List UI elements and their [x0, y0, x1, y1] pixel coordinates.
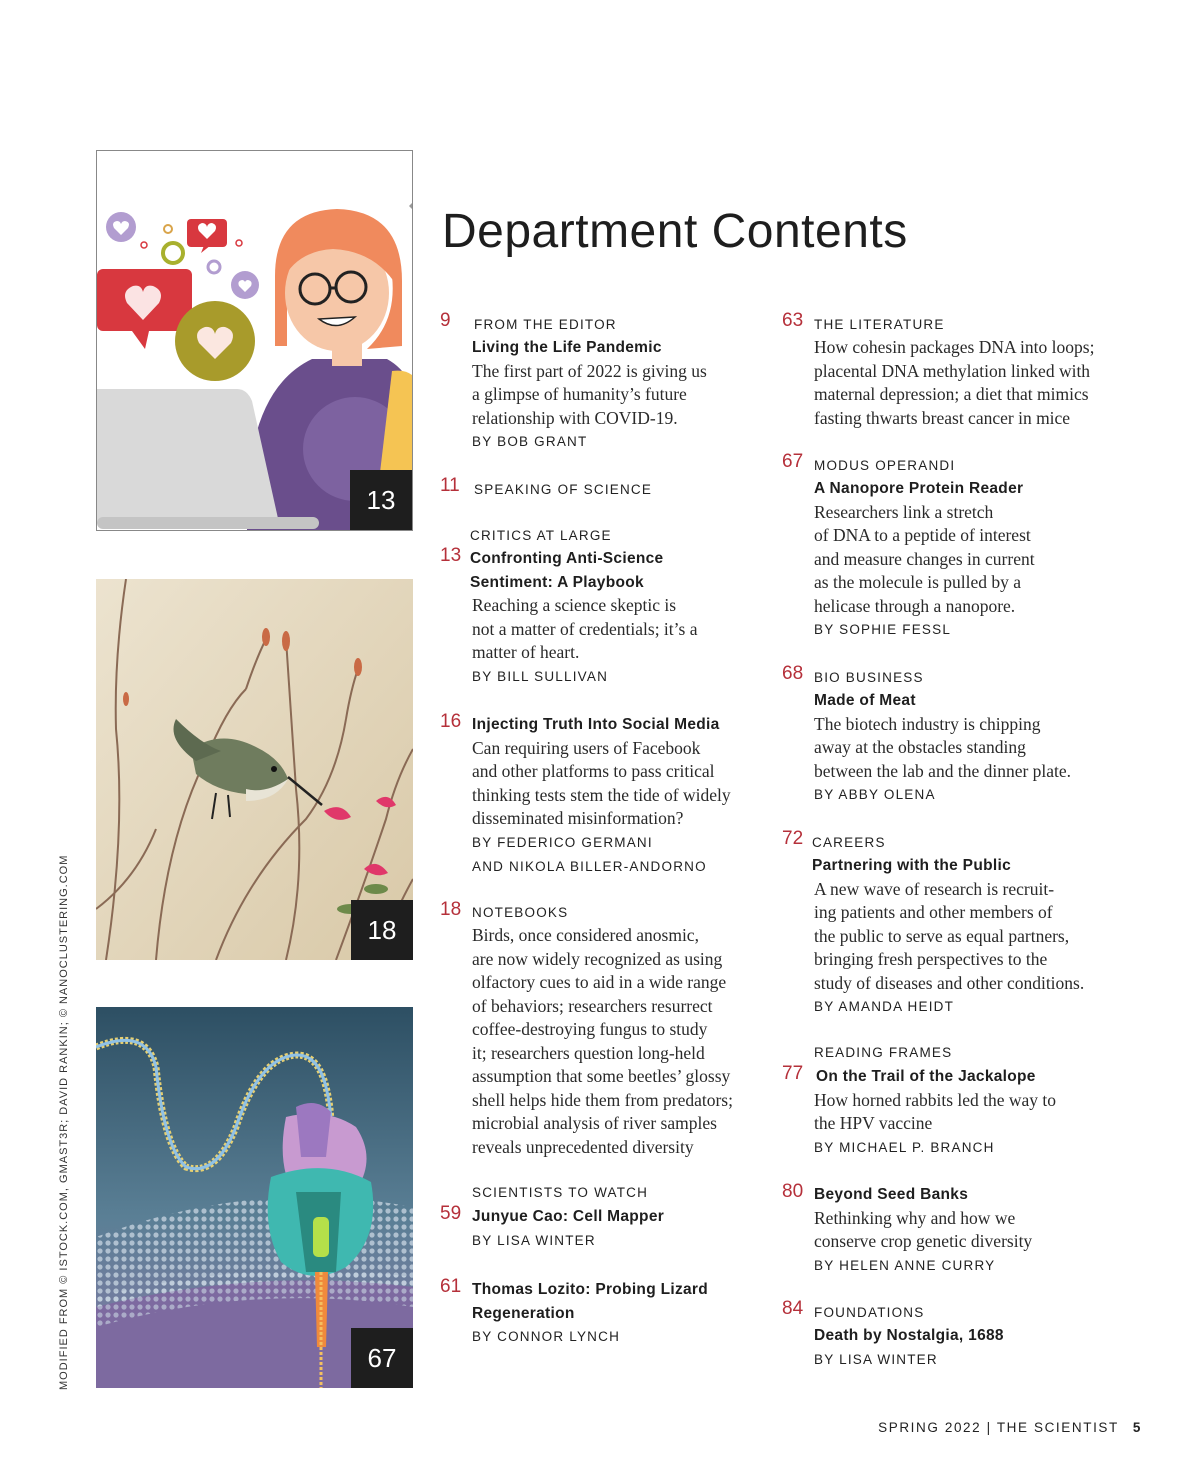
entry-department: CAREERS: [812, 835, 886, 850]
photo-credit: MODIFIED FROM © ISTOCK.COM, GMAST3R; DAVID RANKIN; © NANOCLUSTERING.COM: [58, 854, 70, 1390]
entry-page-number: 16: [440, 711, 462, 732]
page-footer: [878, 1420, 1142, 1435]
entry-headline: Partnering with the Public: [812, 857, 1011, 874]
entry-headline: Beyond Seed Banks: [814, 1186, 969, 1203]
entry-description: Reaching a science skeptic is not a matter of credentials; it’s a matter of heart.: [472, 595, 698, 662]
entry-department: READING FRAMES: [814, 1045, 953, 1060]
entry-byline: BY BILL SULLIVAN: [472, 668, 609, 684]
entry-headline: A Nanopore Protein Reader: [814, 480, 1024, 497]
entry-byline: BY CONNOR LYNCH: [472, 1329, 621, 1344]
entry-department: BIO BUSINESS: [814, 670, 924, 685]
entry-byline: BY AMANDA HEIDT: [814, 999, 955, 1014]
entry-page-number: 63: [782, 310, 804, 331]
footer-issue: SPRING 2022 | THE SCIENTIST: [878, 1420, 1119, 1435]
entry-headline: On the Trail of the Jackalope: [816, 1068, 1036, 1085]
entry-description: Birds, once considered anosmic, are now widely recognized as using olfactory cues to aid in a wide range of behaviors; researchers resurrect coffee-destroying fungus to study it; researchers question long-held assumption that some beetles’ glossy shell helps hide them from predators; microbial analysis of river samples reveals unprecedented diversity: [472, 925, 733, 1157]
entry-description: How horned rabbits led the way to the HPV vaccine: [814, 1089, 1057, 1133]
entry-byline: BY FEDERICO GERMANI AND NIKOLA BILLER-ANDORNO: [472, 834, 707, 874]
entry-page-number: 84: [782, 1298, 804, 1319]
entry-department: THE LITERATURE: [814, 317, 945, 332]
entry-page-number: 68: [782, 663, 804, 684]
entry-description: Rethinking why and how we conserve crop genetic diversity: [814, 1207, 1033, 1251]
entry-page-number: 80: [782, 1181, 804, 1202]
entry-byline: BY SOPHIE FESSL: [814, 622, 952, 637]
photo-illustration-social-media: [96, 150, 413, 531]
entry-description: Researchers link a stretch of DNA to a peptide of interest and measure changes in current as the molecule is pulled by a helicase through a nanopore.: [814, 501, 1035, 616]
entry-description: A new wave of research is recruit- ing patients and other members of the public to serve as equal partners, bringing fresh perspectives to the study of diseases and other conditions.: [814, 878, 1085, 993]
entry-byline: BY BOB GRANT: [472, 434, 588, 449]
photo-page-number: 18: [351, 900, 413, 960]
entry-byline: BY HELEN ANNE CURRY: [814, 1257, 996, 1273]
footer-page-number: 5: [1132, 1420, 1142, 1435]
entry-headline: Injecting Truth Into Social Media: [472, 716, 720, 733]
entry-page-number: 11: [440, 475, 460, 496]
entry-byline: BY LISA WINTER: [814, 1351, 938, 1367]
photo-nanopore-illustration: [96, 1007, 413, 1388]
page-title: Department Contents: [442, 205, 908, 258]
entry-department: FROM THE EDITOR: [474, 317, 617, 332]
entry-page-number: 18: [440, 899, 462, 920]
entry-byline: BY LISA WINTER: [472, 1232, 596, 1248]
entry-page-number: 77: [782, 1063, 804, 1084]
entry-department: SPEAKING OF SCIENCE: [474, 482, 653, 497]
entry-department: SCIENTISTS TO WATCH: [472, 1185, 649, 1200]
entry-department: CRITICS AT LARGE: [470, 528, 612, 543]
entry-description: Can requiring users of Facebook and other platforms to pass critical thinking tests stem the tide of widely disseminated misinformation?: [472, 737, 731, 828]
entry-page-number: 67: [782, 451, 804, 472]
entry-department: FOUNDATIONS: [814, 1305, 925, 1320]
entry-page-number: 72: [782, 828, 804, 849]
entry-page-number: 9: [440, 310, 451, 331]
entry-byline: BY ABBY OLENA: [814, 787, 936, 802]
entry-headline: Junyue Cao: Cell Mapper: [472, 1208, 665, 1225]
entry-page-number: 59: [440, 1203, 462, 1224]
entry-description: The biotech industry is chipping away at the obstacles standing between the lab and the dinner plate.: [814, 713, 1072, 781]
entry-headline: Confronting Anti-Science Sentiment: A Playbook: [470, 550, 664, 591]
entry-page-number: 61: [440, 1276, 462, 1297]
photo-hummingbird: [96, 579, 413, 960]
entry-headline: Death by Nostalgia, 1688: [814, 1327, 1004, 1344]
photo-page-number: 13: [350, 470, 412, 530]
entry-department: NOTEBOOKS: [472, 905, 569, 920]
entry-headline: Made of Meat: [814, 692, 916, 709]
entry-byline: BY MICHAEL P. BRANCH: [814, 1139, 995, 1155]
entry-description: How cohesin packages DNA into loops; placental DNA methylation linked with maternal depression; a diet that mimics fasting thwarts breast cancer in mice: [814, 337, 1095, 428]
entry-description: The first part of 2022 is giving us a glimpse of humanity’s future relationship with COVID-19.: [472, 360, 707, 428]
entry-headline: Living the Life Pandemic: [472, 339, 662, 356]
entry-headline: Thomas Lozito: Probing Lizard Regeneration: [472, 1281, 709, 1322]
entry-page-number: 13: [440, 545, 462, 566]
entry-department: MODUS OPERANDI: [814, 458, 956, 473]
photo-page-number: 67: [351, 1328, 413, 1388]
